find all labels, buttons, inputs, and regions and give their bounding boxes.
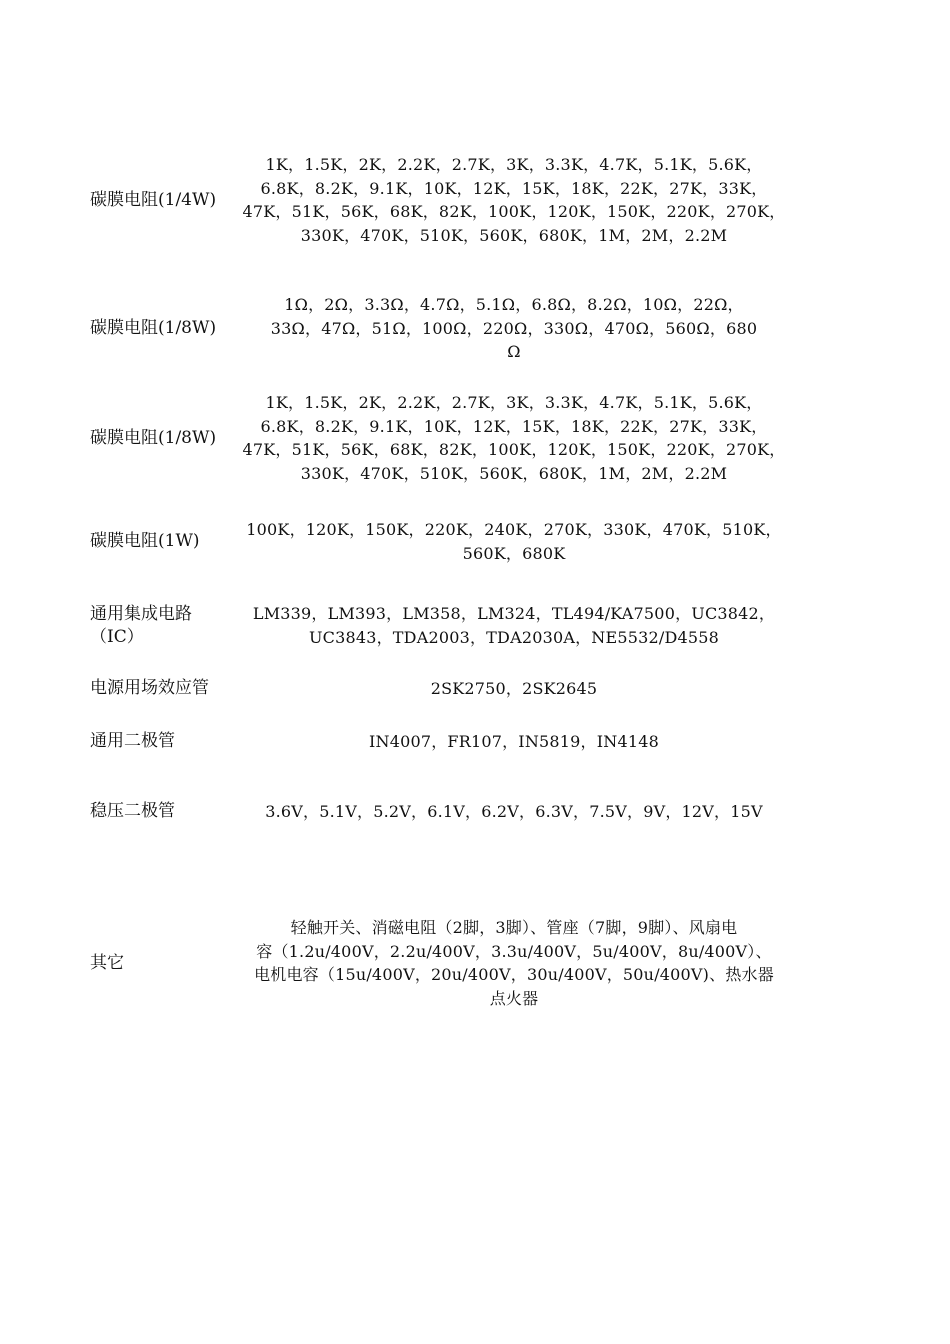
component-values: 轻触开关、消磁电阻（2脚，3脚）、管座（7脚，9脚）、风扇电 容（1.2u/400V，2.2u/400V，3.3u/400V，5u/400V，8u/400V）、 电机电容（15u/400V，20u/400V，30u/400V，50u/400V)、热水器 点火器	[254, 918, 774, 1008]
component-name: 其它	[90, 952, 124, 973]
component-values: 1K，1.5K，2K，2.2K，2.7K，3K，3.3K，4.7K，5.1K，5.6K， 6.8K，8.2K，9.1K，10K，12K，15K，18K，22K，27K，33K， 47K，51K，56K，68K，82K，100K，120K，150K，220K，270K， 330K，470K，510K，560K，680K，1M，2M，2.2M	[242, 393, 786, 483]
table-row	[90, 800, 810, 824]
component-name: 通用集成电路 （IC）	[90, 603, 192, 647]
component-values: IN4007，FR107，IN5819，IN4148	[368, 732, 659, 751]
table-row	[90, 677, 810, 701]
component-name: 电源用场效应管	[90, 678, 209, 699]
component-name: 通用二极管	[90, 731, 175, 752]
component-values: 1K，1.5K，2K，2.2K，2.7K，3K，3.3K，4.7K，5.1K，5.6K， 6.8K，8.2K，9.1K，10K，12K，15K，18K，22K，27K，33K， 47K，51K，56K，68K，82K，100K，120K，150K，220K，270K， 330K，470K，510K，560K，680K，1M，2M，2.2M	[242, 155, 786, 245]
component-values: 3.6V，5.1V，5.2V，6.1V，6.2V，6.3V，7.5V，9V，12V，15V	[265, 802, 763, 821]
component-values: 2SK2750，2SK2645	[430, 679, 598, 698]
table-row	[90, 602, 810, 649]
component-name: 碳膜电阻(1/8W)	[90, 317, 217, 338]
component-values: 1Ω，2Ω，3.3Ω，4.7Ω，5.1Ω，6.8Ω，8.2Ω，10Ω，22Ω， 33Ω，47Ω，51Ω，100Ω，220Ω，330Ω，470Ω，560Ω，680 Ω	[270, 295, 758, 361]
table-row	[90, 153, 810, 247]
component-name: 碳膜电阻(1/4W)	[90, 189, 217, 210]
table-row	[90, 293, 810, 364]
table-row	[90, 916, 810, 1010]
component-name: 碳膜电阻(1/8W)	[90, 427, 217, 448]
component-name: 稳压二极管	[90, 801, 175, 822]
table-row	[90, 391, 810, 485]
component-name: 碳膜电阻(1W)	[90, 531, 200, 551]
table-row	[90, 730, 810, 754]
table-row	[90, 518, 810, 565]
component-values: 100K，120K，150K，220K，240K，270K，330K，470K，510K， 560K，680K	[246, 520, 782, 563]
component-values: LM339，LM393，LM358，LM324，TL494/KA7500，UC3842， UC3843，TDA2003，TDA2030A，NE5532/D4558	[252, 604, 776, 647]
